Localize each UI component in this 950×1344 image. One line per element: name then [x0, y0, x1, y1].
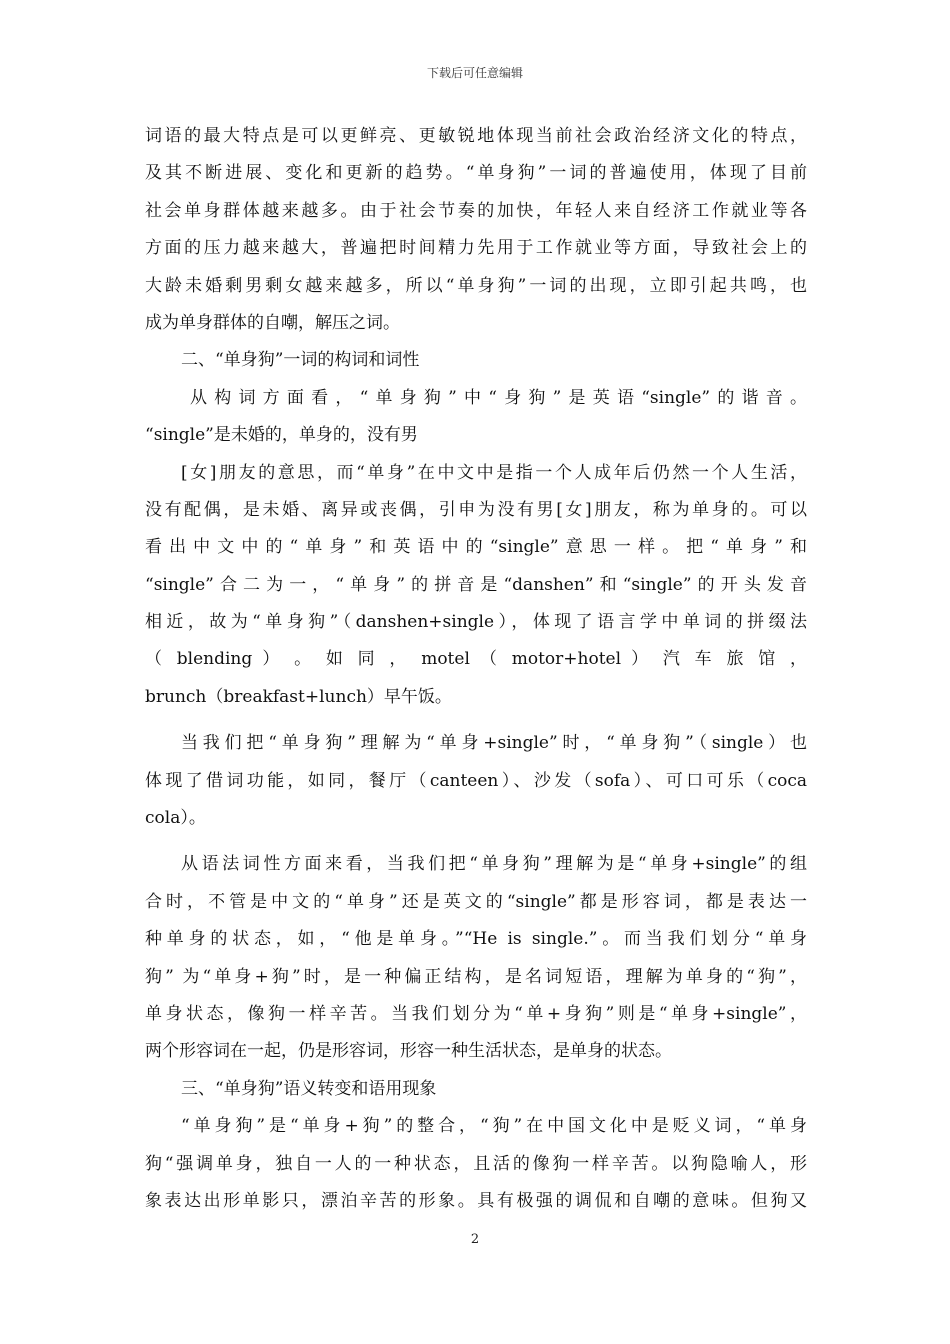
text-line: 当我们把“单身狗”理解为“单身+single”时，“单身狗”（single）也 — [181, 733, 807, 754]
text-line: 没有配偶，是未婚、离异或丧偶，引申为没有男[女]朋友，称为单身的。可以 — [145, 499, 807, 520]
text-line: 从语法词性方面来看，当我们把“单身狗”理解为是“单身+single”的组 — [181, 854, 807, 875]
text-line: “single”是未婚的，单身的，没有男 — [145, 425, 418, 446]
text-line: 成为单身群体的自嘲，解压之词。 — [145, 312, 400, 333]
section-heading: 二、“单身狗”一词的构词和词性 — [181, 350, 420, 371]
text-line: 大龄未婚剩男剩女越来越多，所以“单身狗”一词的出现，立即引起共鸣，也 — [145, 275, 807, 296]
text-line: 看出中文中的“单身”和英语中的“single”意思一样。把“单身”和 — [145, 537, 807, 558]
text-line: 狗” 为“单身+狗”时，是一种偏正结构，是名词短语，理解为单身的“狗”， — [145, 966, 807, 987]
text-line: （ blending ） 。 如 同 ， motel （ motor+hotel ） 汽 车 旅 馆 ， — [145, 649, 807, 670]
text-line: 单身状态，像狗一样辛苦。当我们划分为“单+身狗”则是“单身+single”， — [145, 1003, 807, 1024]
text-line: [女]朋友的意思，而“单身”在中文中是指一个人成年后仍然一个人生活， — [181, 462, 807, 483]
section-heading: 三、“单身狗”语义转变和语用现象 — [181, 1078, 437, 1099]
page-header: 下载后可任意编辑 — [426, 66, 523, 80]
page-number: 2 — [470, 1232, 480, 1247]
text-line: brunch（breakfast+lunch）早午饭。 — [145, 686, 452, 707]
text-line: 社会单身群体越来越多。由于社会节奏的加快，年轻人来自经济工作就业等各 — [145, 200, 807, 221]
text-line: “单身狗”是“单身+狗”的整合，“狗”在中国文化中是贬义词，“单身 — [181, 1116, 807, 1137]
text-line: cola）。 — [145, 808, 206, 829]
text-line: 合时，不管是中文的“单身”还是英文的“single”都是形容词，都是表达一 — [145, 891, 807, 912]
text-line: 方面的压力越来越大，普遍把时间精力先用于工作就业等方面，导致社会上的 — [145, 238, 807, 259]
text-line: 狗“强调单身，独自一人的一种状态，且活的像狗一样辛苦。以狗隐喻人，形 — [145, 1153, 807, 1174]
text-line: 两个形容词在一起，仍是形容词，形容一种生活状态，是单身的状态。 — [145, 1041, 672, 1062]
text-line: 体现了借词功能，如同，餐厅（canteen）、沙发（sofa）、可口可乐（coca — [145, 770, 807, 791]
text-line: 及其不断进展、变化和更新的趋势。“单身狗”一词的普遍使用，体现了目前 — [145, 163, 807, 184]
text-line: “single”合二为一，“单身”的拼音是“danshen”和“single”的开头发音 — [145, 574, 807, 595]
document-body — [145, 118, 807, 1220]
text-line: 相近，故为“单身狗”（danshen+single），体现了语言学中单词的拼缀法 — [145, 612, 807, 633]
text-line: 词语的最大特点是可以更鲜亮、更敏锐地体现当前社会政治经济文化的特点， — [145, 126, 807, 146]
text-line: 象表达出形单影只，漂泊辛苦的形象。具有极强的调侃和自嘲的意味。但狗又 — [145, 1190, 807, 1211]
text-line: 种单身的状态，如，“他是单身。”“He is single.”。而当我们划分“单身 — [145, 929, 807, 950]
text-line: 从构词方面看，“单身狗”中“身狗”是英语“single”的谐音。 — [190, 387, 807, 408]
